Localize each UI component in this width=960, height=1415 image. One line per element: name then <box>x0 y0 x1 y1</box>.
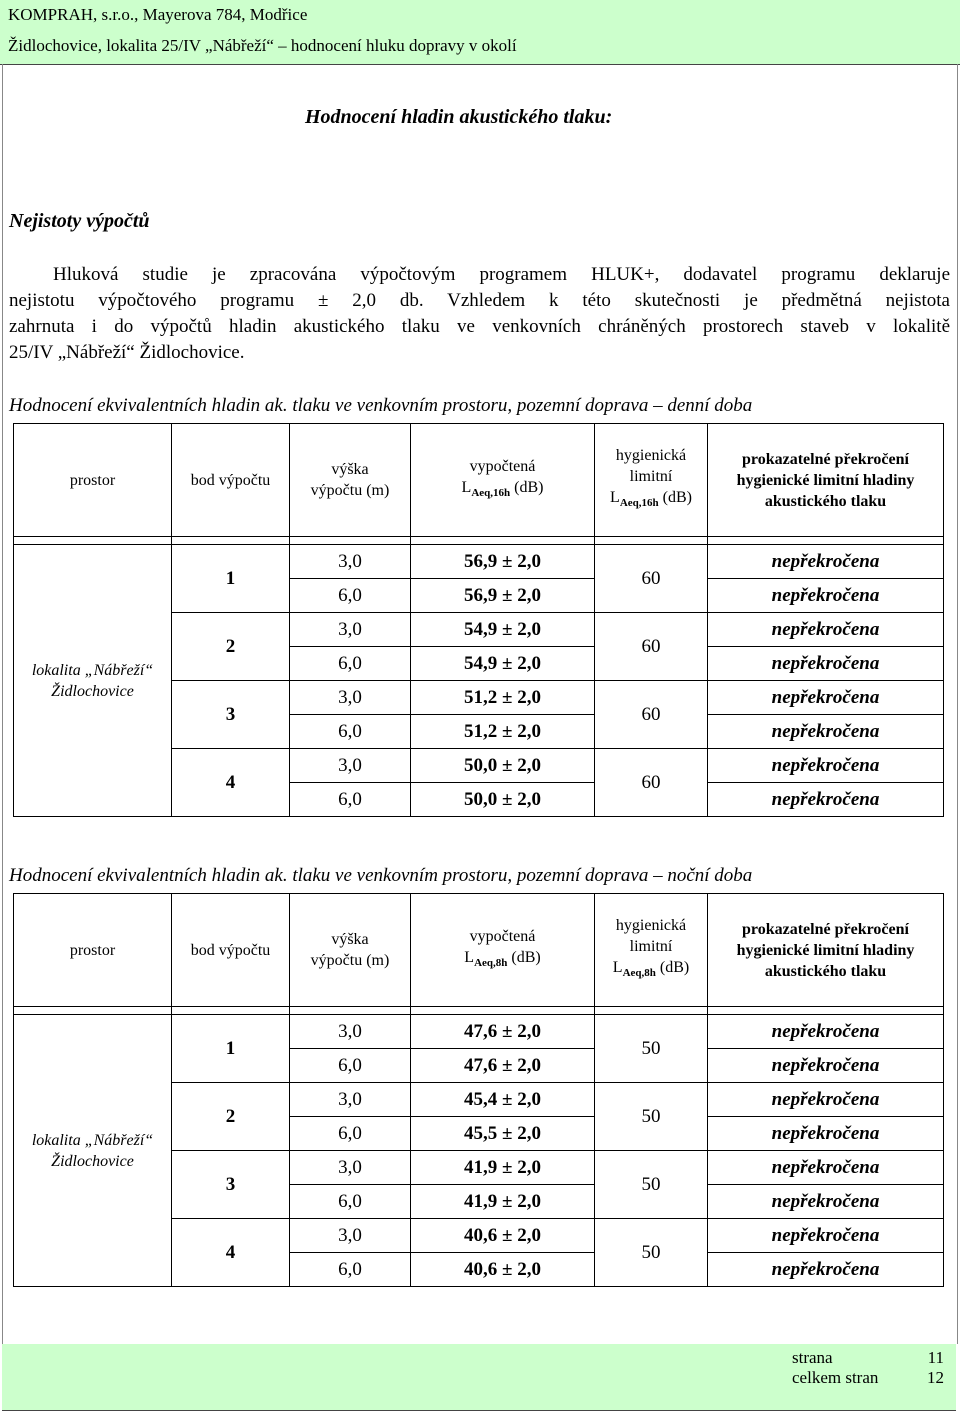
location-cell: lokalita „Nábřeží“ Židlochovice <box>14 1015 172 1287</box>
exceedance-result: nepřekročena <box>708 749 944 783</box>
col-header-hygienicka: hygienická limitní $L_{Aeq,8h}$ (dB) <box>595 894 708 1007</box>
exceedance-result: nepřekročena <box>708 681 944 715</box>
location-cell: lokalita „Nábřeží“ Židlochovice <box>14 545 172 817</box>
table-gap-row <box>14 1007 944 1015</box>
height-value: 3,0 <box>290 1083 411 1117</box>
exceedance-result: nepřekročena <box>708 613 944 647</box>
height-value: 3,0 <box>290 545 411 579</box>
calculated-level: 50,0 ± 2,0 <box>411 749 595 783</box>
col-header-prekroceni: prokazatelné překročení hygienické limitní hladiny akustického tlaku <box>708 424 944 537</box>
hygienic-limit: 60 <box>595 545 708 613</box>
exceedance-result: nepřekročena <box>708 1015 944 1049</box>
table-header-row <box>14 894 944 1007</box>
exceedance-result: nepřekročena <box>708 579 944 613</box>
page-footer <box>2 1344 956 1411</box>
exceedance-result: nepřekročena <box>708 1219 944 1253</box>
point-id: 2 <box>172 1083 290 1151</box>
calculated-level: 40,6 ± 2,0 <box>411 1219 595 1253</box>
col-header-vypoctena: vypočtená $L_{Aeq,16h}$ (dB) <box>411 424 595 537</box>
hygienic-limit: 50 <box>595 1151 708 1219</box>
hygienic-limit: 50 <box>595 1015 708 1083</box>
hygienic-limit: 50 <box>595 1219 708 1287</box>
paragraph-line: nejistotu výpočtového programu ± 2,0 db. Vzhledem k této skutečnosti je předmětná nejistota <box>9 290 950 311</box>
col-header-hygienicka: hygienická limitní $L_{Aeq,16h}$ (dB) <box>595 424 708 537</box>
header-project: Židlochovice, lokalita 25/IV „Nábřeží“ – hodnocení hluku dopravy v okolí <box>8 36 517 55</box>
calculated-level: 54,9 ± 2,0 <box>411 613 595 647</box>
calculated-level: 45,4 ± 2,0 <box>411 1083 595 1117</box>
exceedance-result: nepřekročena <box>708 1083 944 1117</box>
point-id: 4 <box>172 1219 290 1287</box>
calculated-level: 45,5 ± 2,0 <box>411 1117 595 1151</box>
night-table-caption: Hodnocení ekvivalentních hladin ak. tlaku ve venkovním prostoru, pozemní doprava – noční doba <box>9 865 753 886</box>
header-company: KOMPRAH, s.r.o., Mayerova 784, Modřice <box>8 5 308 24</box>
total-pages-label: celkem stran <box>792 1368 879 1387</box>
paragraph-line: 25/IV „Nábřeží“ Židlochovice. <box>9 342 245 363</box>
height-value: 3,0 <box>290 613 411 647</box>
exceedance-result: nepřekročena <box>708 1253 944 1287</box>
col-header-bod: bod výpočtu <box>172 894 290 1007</box>
col-header-prekroceni: prokazatelné překročení hygienické limitní hladiny akustického tlaku <box>708 894 944 1007</box>
calculated-level: 51,2 ± 2,0 <box>411 681 595 715</box>
uncertainty-paragraph <box>9 262 950 366</box>
exceedance-result: nepřekročena <box>708 647 944 681</box>
section-title: Hodnocení hladin akustického tlaku: <box>305 106 613 128</box>
calculated-level: 41,9 ± 2,0 <box>411 1151 595 1185</box>
exceedance-result: nepřekročena <box>708 1117 944 1151</box>
point-id: 1 <box>172 545 290 613</box>
calculated-level: 40,6 ± 2,0 <box>411 1253 595 1287</box>
page-header <box>0 0 960 65</box>
height-value: 3,0 <box>290 1219 411 1253</box>
exceedance-result: nepřekročena <box>708 1185 944 1219</box>
height-value: 3,0 <box>290 1015 411 1049</box>
height-value: 3,0 <box>290 749 411 783</box>
day-table-caption: Hodnocení ekvivalentních hladin ak. tlaku ve venkovním prostoru, pozemní doprava – denní doba <box>9 395 753 416</box>
calculated-level: 56,9 ± 2,0 <box>411 545 595 579</box>
height-value: 3,0 <box>290 1151 411 1185</box>
col-header-vyska: výška výpočtu (m) <box>290 894 411 1007</box>
calculated-level: 50,0 ± 2,0 <box>411 783 595 817</box>
height-value: 6,0 <box>290 783 411 817</box>
hygienic-limit: 60 <box>595 681 708 749</box>
col-header-prostor: prostor <box>14 894 172 1007</box>
height-value: 6,0 <box>290 647 411 681</box>
exceedance-result: nepřekročena <box>708 1151 944 1185</box>
point-id: 3 <box>172 681 290 749</box>
calculated-level: 41,9 ± 2,0 <box>411 1185 595 1219</box>
paragraph-line: zahrnuta i do výpočtů hladin akustického tlaku ve venkovních chráněných prostorech staveb v lokalitě <box>9 316 950 337</box>
height-value: 6,0 <box>290 1049 411 1083</box>
point-id: 1 <box>172 1015 290 1083</box>
page-number: 11 <box>927 1348 944 1367</box>
height-value: 6,0 <box>290 579 411 613</box>
hygienic-limit: 60 <box>595 613 708 681</box>
col-header-prostor: prostor <box>14 424 172 537</box>
hygienic-limit: 60 <box>595 749 708 817</box>
uncertainty-title: Nejistoty výpočtů <box>9 210 150 232</box>
exceedance-result: nepřekročena <box>708 783 944 817</box>
point-id: 4 <box>172 749 290 817</box>
height-value: 6,0 <box>290 715 411 749</box>
table-row <box>14 545 944 579</box>
night-noise-table <box>13 893 944 1287</box>
exceedance-result: nepřekročena <box>708 1049 944 1083</box>
hygienic-limit: 50 <box>595 1083 708 1151</box>
calculated-level: 51,2 ± 2,0 <box>411 715 595 749</box>
exceedance-result: nepřekročena <box>708 545 944 579</box>
paragraph-line: Hluková studie je zpracována výpočtovým programem HLUK+, dodavatel programu deklaruje <box>53 264 950 285</box>
table-header-row <box>14 424 944 537</box>
total-pages-number: 12 <box>927 1368 944 1387</box>
calculated-level: 54,9 ± 2,0 <box>411 647 595 681</box>
height-value: 3,0 <box>290 681 411 715</box>
page-label: strana <box>792 1348 833 1367</box>
height-value: 6,0 <box>290 1253 411 1287</box>
calculated-level: 56,9 ± 2,0 <box>411 579 595 613</box>
col-header-vyska: výška výpočtu (m) <box>290 424 411 537</box>
calculated-level: 47,6 ± 2,0 <box>411 1049 595 1083</box>
height-value: 6,0 <box>290 1117 411 1151</box>
col-header-bod: bod výpočtu <box>172 424 290 537</box>
table-gap-row <box>14 537 944 545</box>
table-row <box>14 1015 944 1049</box>
exceedance-result: nepřekročena <box>708 715 944 749</box>
point-id: 3 <box>172 1151 290 1219</box>
height-value: 6,0 <box>290 1185 411 1219</box>
day-noise-table <box>13 423 944 817</box>
col-header-vypoctena: vypočtená $L_{Aeq,8h}$ (dB) <box>411 894 595 1007</box>
point-id: 2 <box>172 613 290 681</box>
calculated-level: 47,6 ± 2,0 <box>411 1015 595 1049</box>
